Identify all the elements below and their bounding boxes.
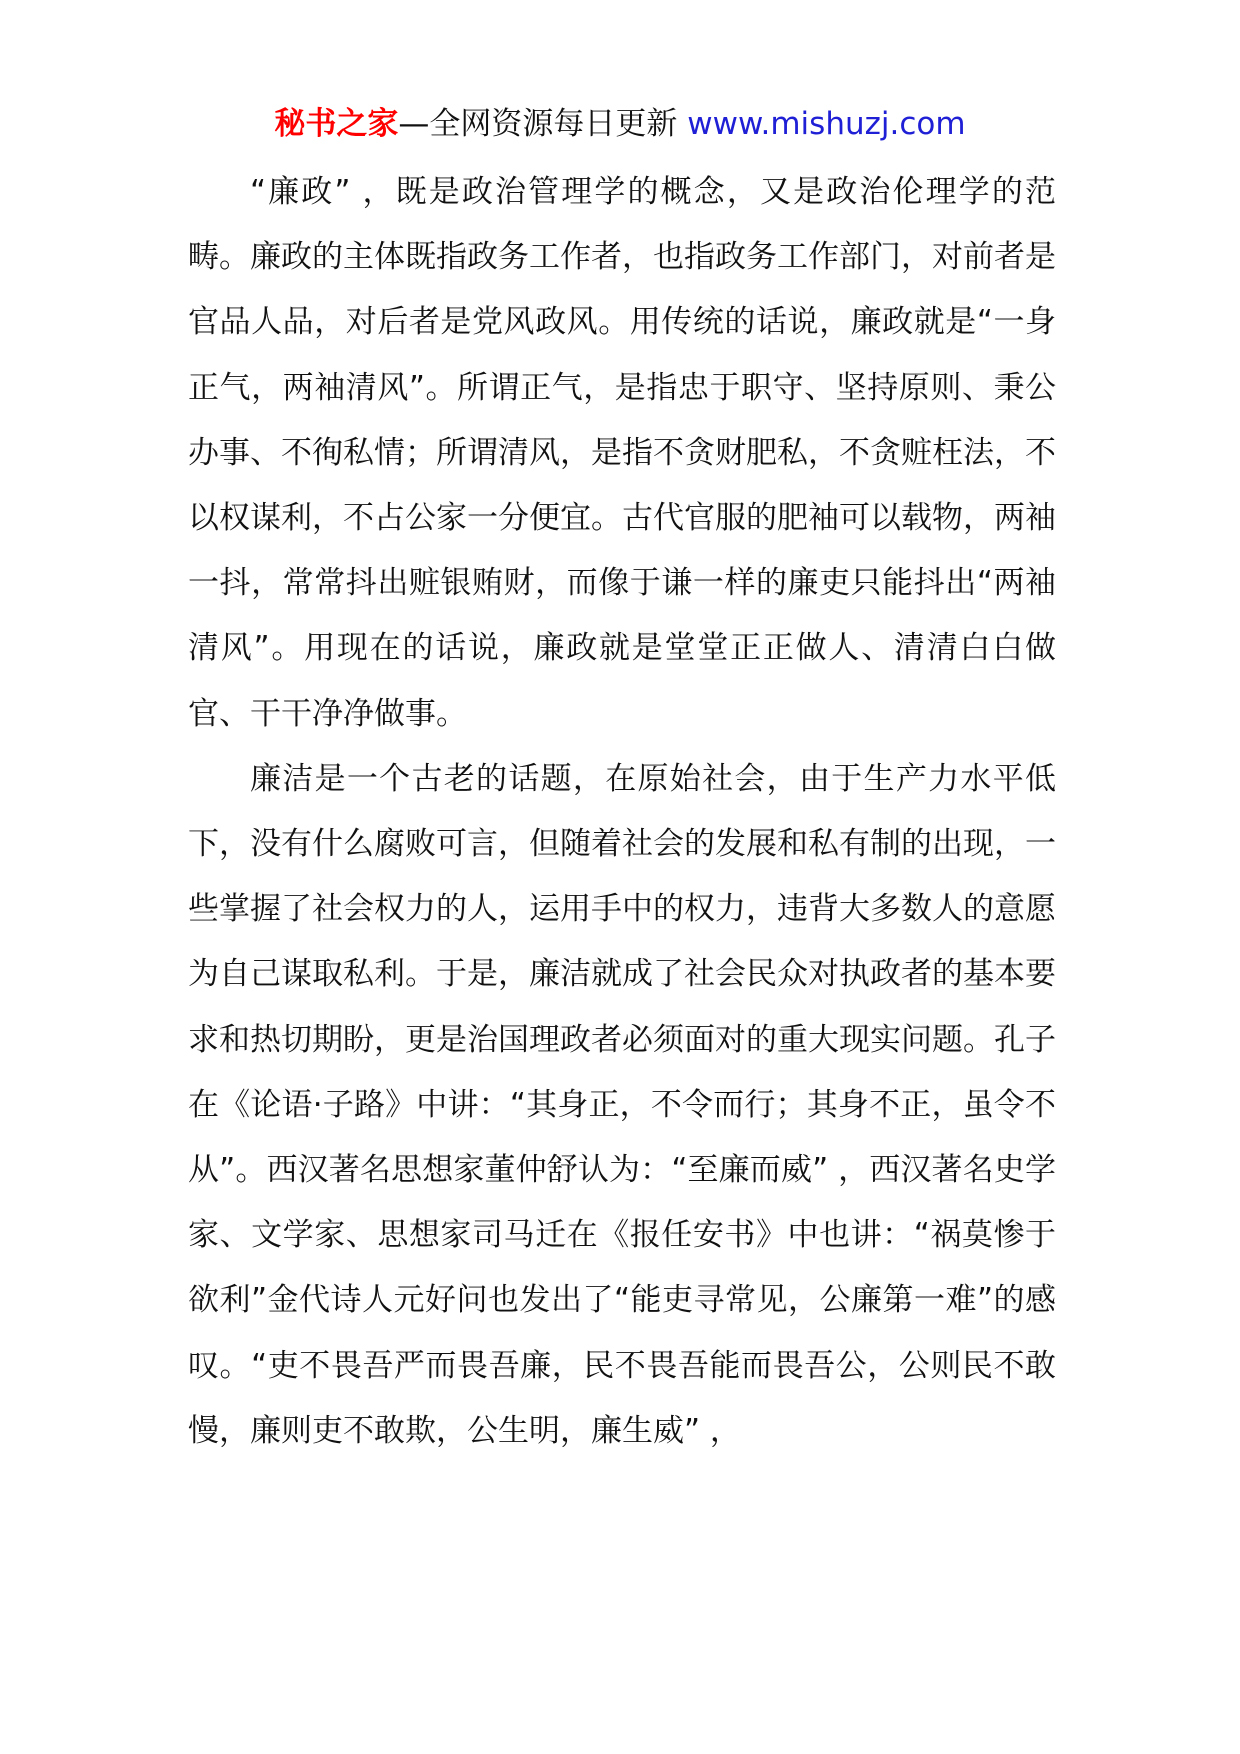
site-url-link[interactable]: www.mishuzj.com <box>687 106 966 142</box>
page-header <box>0 102 1240 146</box>
site-tagline: —全网资源每日更新 <box>398 106 678 142</box>
document-body <box>188 160 1056 1464</box>
site-brand: 秘书之家 <box>274 106 399 142</box>
paragraph-2: 廉洁是一个古老的话题，在原始社会，由于生产力水平低下，没有什么腐败可言，但随着社会的发展和私有制的出现，一些掌握了社会权力的人，运用手中的权力，违背大多数人的意愿为自己谋取私利。于是，廉洁就成了社会民众对执政者的基本要求和热切期盼，更是治国理政者必须面对的重大现实问题。孔子在《论语·子路》中讲：“其身正，不令而行；其身不正，虽令不从”。西汉著名思想家董仲舒认为：“至廉而威” ，西汉著名史学家、文学家、思想家司马迁在《报任安书》中也讲：“祸莫惨于欲利”金代诗人元好问也发出了“能吏寻常见，公廉第一难”的感叹。“吏不畏吾严而畏吾廉，民不畏吾能而畏吾公，公则民不敢慢，廉则吏不敢欺，公生明，廉生威” ， <box>188 760 1056 1449</box>
paragraph-1: “廉政” ，既是政治管理学的概念，又是政治伦理学的范畴。廉政的主体既指政务工作者，也指政务工作部门，对前者是官品人品，对后者是党风政风。用传统的话说，廉政就是“一身正气，两袖清风”。所谓正气，是指忠于职守、坚持原则、秉公办事、不徇私情；所谓清风，是指不贪财肥私，不贪赃枉法，不以权谋利，不占公家一分便宜。古代官服的肥袖可以载物，两袖一抖，常常抖出赃银贿财，而像于谦一样的廉吏只能抖出“两袖清风”。用现在的话说，廉政就是堂堂正正做人、清清白白做官、干干净净做事。 <box>188 174 1056 732</box>
